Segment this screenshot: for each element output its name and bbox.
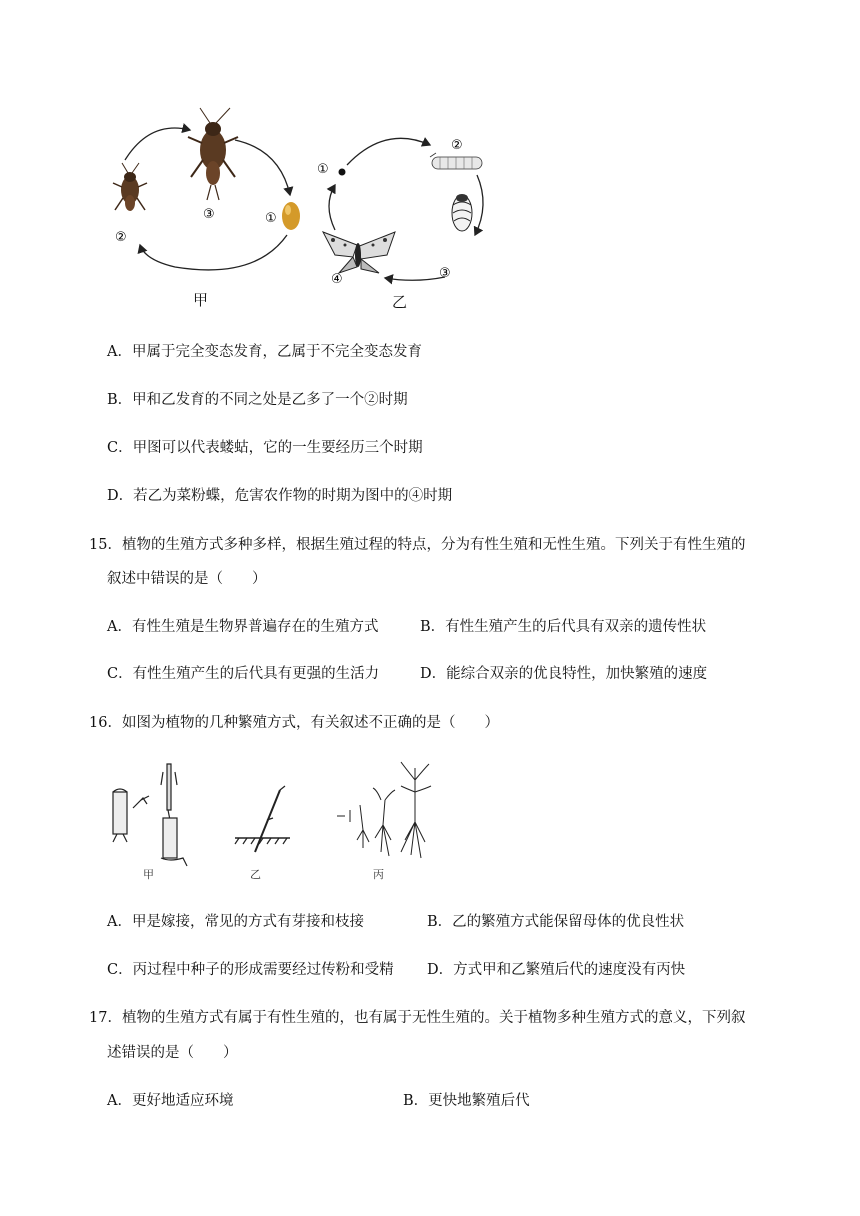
q15-option-c: C．有性生殖产生的后代具有更强的生活力 xyxy=(107,666,380,682)
q16-option-a: A．甲是嫁接，常见的方式有芽接和枝接 xyxy=(107,914,364,930)
fig-label-jia: 甲 xyxy=(143,868,154,881)
egg-image xyxy=(282,202,300,230)
cutting-image xyxy=(235,786,290,852)
q15-option-b: B．有性生殖产生的后代具有双亲的遗传性状 xyxy=(420,619,707,635)
q15-option-a: A．有性生殖是生物界普遍存在的生殖方式 xyxy=(107,619,379,635)
plant-reproduction-figure xyxy=(105,760,450,885)
yi-stage-2-label: ② xyxy=(451,138,463,153)
egg-dot-image xyxy=(339,169,346,176)
insect-life-cycle-figure xyxy=(95,95,515,320)
nymph-small-image xyxy=(113,163,147,211)
q16-option-c: C．丙过程中种子的形成需要经过传粉和受精 xyxy=(107,962,394,978)
q14-option-c: C．甲图可以代表蝼蛄，它的一生要经历三个时期 xyxy=(107,440,423,456)
jia-stage-2-label: ② xyxy=(115,230,127,245)
q17-stem-line-1: 17．植物的生殖方式有属于有性生殖的，也有属于无性生殖的。关于植物多种生殖方式的意义，下列叙 xyxy=(89,1010,746,1026)
larva-image xyxy=(430,153,482,169)
yi-stage-3-label: ③ xyxy=(439,266,451,281)
q15-option-d: D．能综合双亲的优良特性，加快繁殖的速度 xyxy=(420,666,708,682)
jia-stage-1-label: ① xyxy=(265,211,277,226)
q15-stem-line-2: 叙述中错误的是（ ） xyxy=(107,571,267,587)
yi-stage-1-label: ① xyxy=(317,162,329,177)
q15-stem-line-1: 15．植物的生殖方式多种多样，根据生殖过程的特点，分为有性生殖和无性生殖。下列关于有性生殖的 xyxy=(89,537,746,553)
q14-option-d: D．若乙为菜粉蝶，危害农作物的时期为图中的④时期 xyxy=(107,488,453,504)
grafting-image xyxy=(113,764,187,866)
q16-option-d: D．方式甲和乙繁殖后代的速度没有丙快 xyxy=(427,962,686,978)
q17-option-b: B．更快地繁殖后代 xyxy=(403,1093,530,1109)
q14-option-a: A．甲属于完全变态发育，乙属于不完全变态发育 xyxy=(107,344,422,360)
fig-label-yi: 乙 xyxy=(250,868,261,881)
cycle-jia xyxy=(113,108,300,309)
figure-label-yi: 乙 xyxy=(392,293,408,311)
seed-germination-image xyxy=(337,762,431,858)
yi-stage-4-label: ④ xyxy=(331,272,343,287)
q17-option-a: A．更好地适应环境 xyxy=(107,1093,234,1109)
q17-stem-line-2: 述错误的是（ ） xyxy=(107,1045,238,1061)
q14-option-b: B．甲和乙发育的不同之处是乙多了一个②时期 xyxy=(107,392,408,408)
butterfly-image xyxy=(323,232,395,273)
jia-stage-3-label: ③ xyxy=(203,207,215,222)
q16-stem: 16．如图为植物的几种繁殖方式，有关叙述不正确的是（ ） xyxy=(89,715,499,731)
adult-cricket-image xyxy=(188,108,238,200)
q16-option-b: B．乙的繁殖方式能保留母体的优良性状 xyxy=(427,914,685,930)
cycle-yi xyxy=(317,138,483,311)
figure-label-jia: 甲 xyxy=(193,291,209,309)
pupa-image xyxy=(452,194,472,231)
fig-label-bing: 丙 xyxy=(373,868,384,881)
